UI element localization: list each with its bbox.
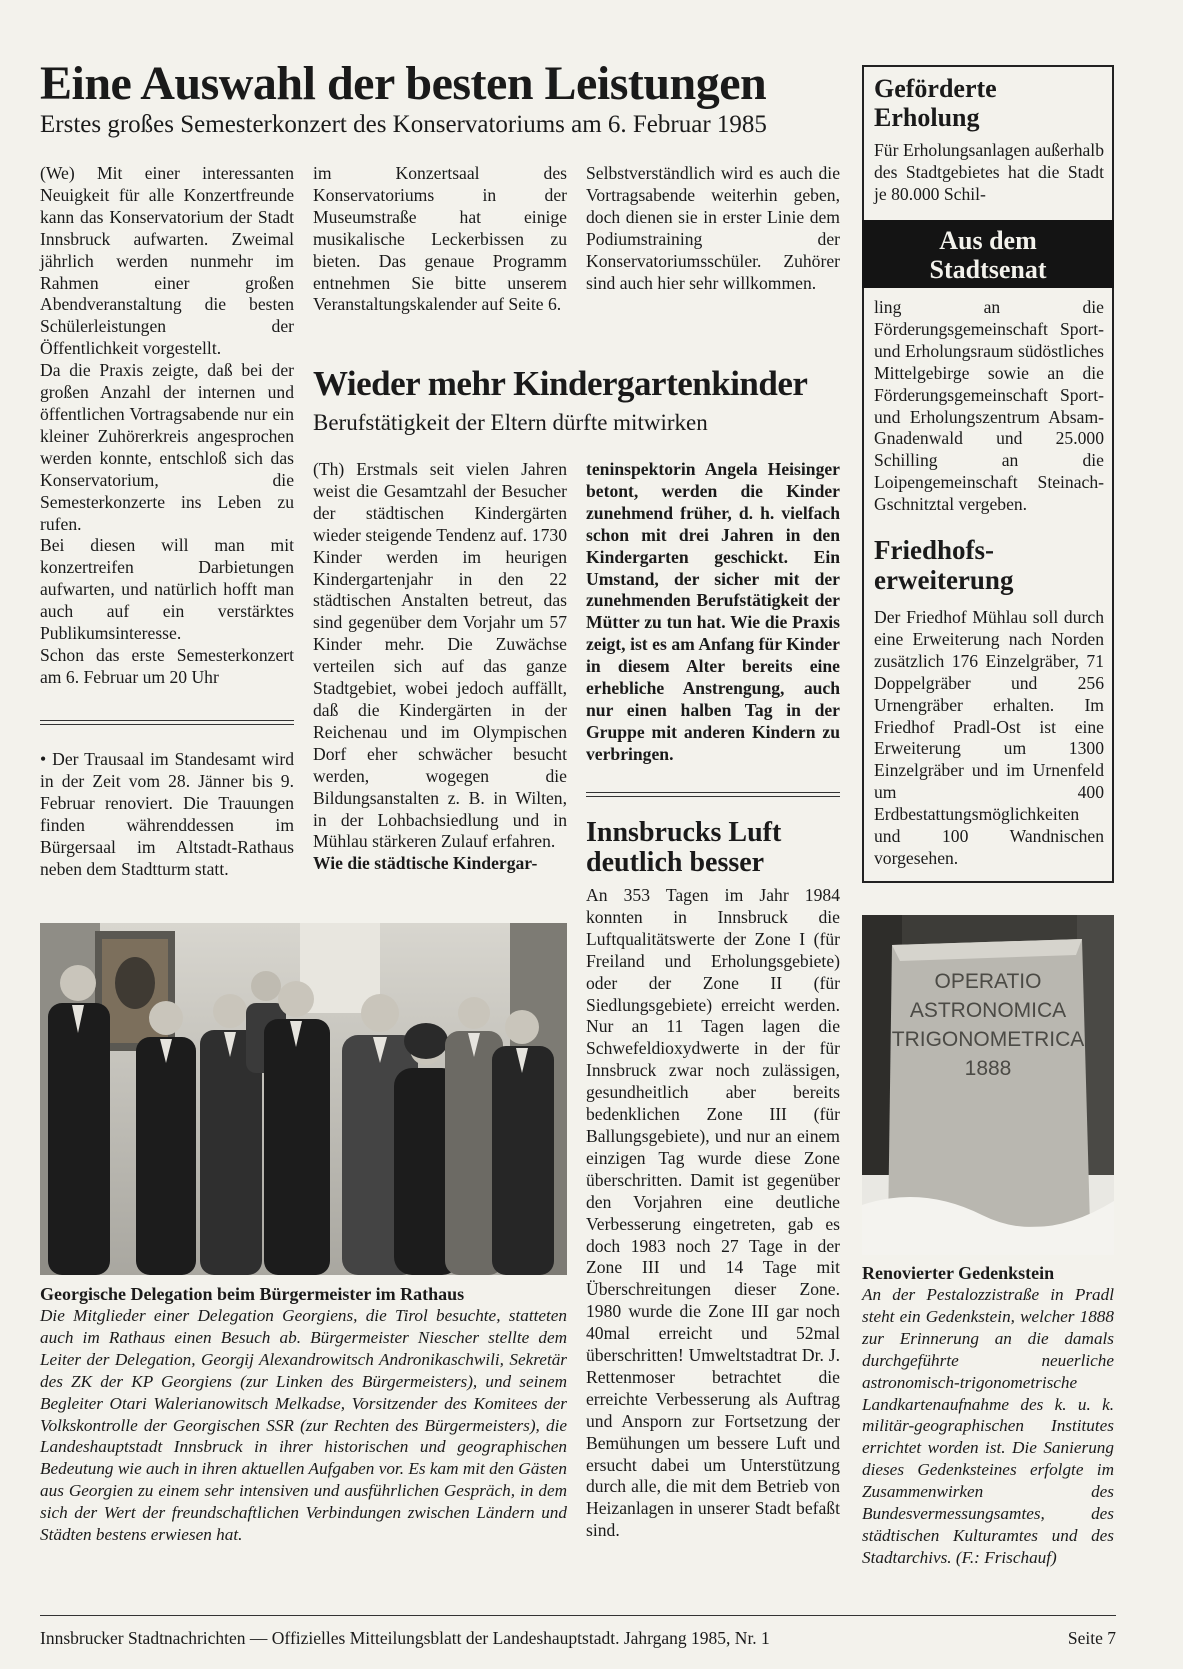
article2-paragraph: (Th) Erstmals seit vielen Jahren weist die Gesamtzahl der Besucher der städtischen Kindergärten wieder steigende Tendenz auf. 1730 Kinder werden im heurigen Kindergartenjahr in den 22 städtischen Anstalten betreut, das sind gegenüber dem Vorjahr um 57 Kinder mehr. Die Zuwächse verteilen sich auf das ganze Stadtgebiet, wobei jedoch auffällt, daß die Kindergärten in der Reichenau und im Olympischen Dorf eher schwächer besucht werden, wogegen die Bildungsanstalten z. B. in Wilten, in der Lohbachsiedlung und in Mühlau stärkeren Zulauf erfahren. (313, 459, 567, 852)
article2-col2 (586, 459, 840, 766)
stadtsenat-banner-line1: Aus dem (939, 226, 1037, 255)
article3-divider (586, 792, 840, 797)
article1-paragraph: Bei diesen will man mit konzertreifen Darbietungen aufwarten, und natürlich hofft man auch auf ein verstärktes Publikumsinteresse. (40, 535, 294, 644)
sidebar-headline-line2: Erholung (874, 103, 980, 132)
article2-bold-paragraph: teninspektorin Angela Heisinger betont, werden die Kinder zunehmend früher, d. h. vielfach schon mit drei Jahren in den Kindergarten geschickt. Ein Umstand, der sicher mit der zunehmenden Berufstätigkeit der Mütter zu tun hat. Wie die Praxis zeigt, ist es am Anfang für Kinder in diesem Alter bereits eine erhebliche Anstrengung, auch nur einen halben Tag in der Gruppe mit anderen Kindern zu verbringen. (586, 459, 840, 764)
memorial-caption-title: Renovierter Gedenkstein (862, 1263, 1055, 1283)
sidebar-headline-erholung (874, 74, 1104, 132)
main-subheadline: Erstes großes Semesterkonzert des Konservatoriums am 6. Februar 1985 (40, 111, 767, 138)
article1-col1 (40, 163, 294, 689)
article3-headline-line2: deutlich besser (586, 847, 765, 878)
article1-paragraph: (We) Mit einer interessanten Neuigkeit für alle Konzertfreunde kann das Konservatorium der Stadt Innsbruck aufwarten. Zweimal jährlich werden nunmehr im Rahmen einer großen Abendveranstaltung die besten Schülerleistungen der Öffentlichkeit vorgestellt. (40, 163, 294, 359)
delegation-caption-title: Georgische Delegation beim Bürgermeister im Rathaus (40, 1284, 465, 1304)
sidebar-headline-line1: Friedhofs- (874, 535, 994, 565)
page-footer (40, 1627, 1116, 1649)
article2-subheadline: Berufstätigkeit der Eltern dürfte mitwirken (313, 410, 708, 435)
stone-inscription-line4: 1888 (964, 1057, 1012, 1080)
article3-body (586, 885, 840, 1542)
article2-col1 (313, 459, 567, 875)
memorial-caption: An der Pestalozzistraße in Pradl steht ein Gedenkstein, welcher 1888 zur Erinnerung an die damals durchgeführte neuerliche astronomisch-trigonometrische Landkartenaufnahme des k. u. k. militär-geographischen Institutes errichtet worden ist. Die Sanierung dieses Gedenksteines erfolgte im Zusammenwirken des Bundesvermessungsamtes, des städtischen Kulturamtes und des Stadtarchivs. (F.: Frischauf) (862, 1285, 1114, 1567)
memorial-stone-photo (862, 915, 1114, 1255)
sidebar-paragraph-1 (874, 140, 1104, 206)
main-headline: Eine Auswahl der besten Leistungen (40, 57, 767, 110)
article1-paragraph: im Konzertsaal des Konservatoriums in der Museumstraße hat einige musikalische Leckerbissen zu bieten. Das genaue Programm entnehmen Sie bitte unserem Veranstaltungskalender auf Seite 6. (313, 163, 567, 315)
stone-inscription-line1: OPERATIO (934, 970, 1042, 993)
footer-rule (40, 1615, 1116, 1616)
sidebar-paragraph-3 (874, 607, 1104, 870)
sidebar-paragraph-2 (874, 297, 1104, 516)
stadtsenat-banner-line2: Stadtsenat (929, 255, 1047, 284)
sidebar-text: Für Erholungsanlagen außerhalb des Stadtgebietes hat die Stadt je 80.000 Schil- (874, 140, 1104, 204)
stone-inscription-line2: ASTRONOMICA (909, 999, 1067, 1022)
article1-paragraph: Da die Praxis zeigte, daß bei der großen Anzahl der internen und öffentlichen Vortragsabende nur ein kleiner Zuhörerkreis angesprochen werden konnte, entschloß sich das Konservatorium, die Semesterkonzerte ins Leben zu rufen. (40, 360, 294, 534)
delegation-photo-image (40, 923, 567, 1275)
page-number: Seite 7 (1067, 1628, 1116, 1648)
memorial-stone-image (862, 915, 1114, 1255)
delegation-caption: Die Mitglieder einer Delegation Georgiens, die Tirol besuchte, statteten auch im Rathaus einen Besuch ab. Bürgermeister Niescher stellte dem Leiter der Delegation, Georgij Alexandrowitsch Andronikaschwili, Sekretär des ZK der KP Georgiens (zur Linken des Bürgermeisters), und seinem Begleiter Otari Walerianowitsch Melkadse, Vorsitzender des Komitees der Volkskontrolle der Georgischen SSR (zur Rechten des Bürgermeisters), die Landeshauptstadt Innsbruck in ihrer historischen und geographischen Bedeutung wie auch in ihren aktuellen Aufgaben vor. Es kam mit den Gästen aus Georgien zu einem sehr intensiven und ausführlichen Gespräch, in dem sich der Wert der freundschaftlichen Verbindungen zwischen Ländern und Städten bestens erwiesen hat. (40, 1306, 567, 1545)
notice-text: • Der Trausaal im Standesamt wird in der Zeit vom 28. Jänner bis 9. Februar renoviert. Die Trauungen finden währenddessen im Bürgersaal im Altstadt-Rathaus neben dem Stadtturm statt. (40, 749, 294, 879)
article2-headline: Wieder mehr Kindergartenkinder (313, 364, 808, 403)
notice-box (40, 749, 294, 880)
notice-divider (40, 720, 294, 725)
sidebar-text: Der Friedhof Mühlau soll durch eine Erweiterung nach Norden zusätzlich 176 Einzelgräber, 71 Doppelgräber und 256 Urnengräber erhalten. Im Friedhof Pradl-Ost ist eine Erweiterung um 1300 Einzelgräber und im Urnenfeld um 400 Erdbestattungsmöglichkeiten und 100 Wandnischen vorgesehen. (874, 607, 1104, 868)
sidebar-text: ling an die Förderungsgemeinschaft Sport- und Erholungsraum südöstliches Mittelgebirge sowie an die Förderungsgemeinschaft Sport- und Erholungszentrum Absam-Gnadenwald und 25.000 Schilling an die Loipengemeinschaft Steinach-Gschnitztal vergeben. (874, 297, 1104, 515)
article1-paragraph: Selbstverständlich wird es auch die Vortragsabende weiterhin geben, doch dienen sie in erster Linie dem Podiumstraining der Konservatoriumsschüler. Zuhörer sind auch hier sehr willkommen. (586, 163, 840, 293)
article1-paragraph: Schon das erste Semesterkonzert am 6. Februar um 20 Uhr (40, 644, 294, 687)
footer-publication: Innsbrucker Stadtnachrichten — Offizielles Mitteilungsblatt der Landeshauptstadt. Jahrgang 1985, Nr. 1 (40, 1628, 770, 1648)
delegation-photo (40, 923, 567, 1275)
article2-bold-paragraph: Wie die städtische Kindergar- (313, 853, 538, 874)
article3-paragraph: An 353 Tagen im Jahr 1984 konnten in Innsbruck die Luftqualitätswerte der Zone I (für Freiland und Erholungsgebiete) oder der Zone II (für Siedlungsgebiete) erreicht werden. Nur an 11 Tagen lagen die Schwefeldioxydwerte in der für Innsbruck zwar noch zulässigen, gesundheitlich aber bereits bedenklichen Zone III (für Ballungsgebiete), und nur an einem einzigen Tag wurde diese Zone überschritten. Damit ist gegenüber den Vorjahren eine deutliche Verbesserung eingetreten, gab es doch 1983 noch 27 Tage in der Zone III und 14 Tage mit Überschreitungen dieser Zone. 1980 wurde die Zone III gar noch 40mal erreicht und 52mal überschritten! Umweltstadtrat Dr. J. Rettenmoser betrachtet die erreichte Verbesserung als Auftrag und Ansporn zur Fortsetzung der Bemühungen um bessere Luft und ersucht dabei um Unterstützung durch alle, die mit dem Betrieb von Heizanlagen in unserer Stadt befaßt sind. (586, 885, 840, 1541)
article1-col3 (586, 163, 840, 294)
sidebar-headline-friedhof (874, 535, 1104, 595)
sidebar-headline-line1: Geförderte (874, 74, 997, 103)
stadtsenat-banner (862, 220, 1114, 288)
article3-headline (586, 818, 840, 878)
stone-inscription-line3: TRIGONOMETRICA (891, 1028, 1085, 1051)
article1-col2 (313, 163, 567, 316)
article3-headline-line1: Innsbrucks Luft (586, 817, 782, 848)
sidebar-headline-line2: erweiterung (874, 565, 1014, 595)
